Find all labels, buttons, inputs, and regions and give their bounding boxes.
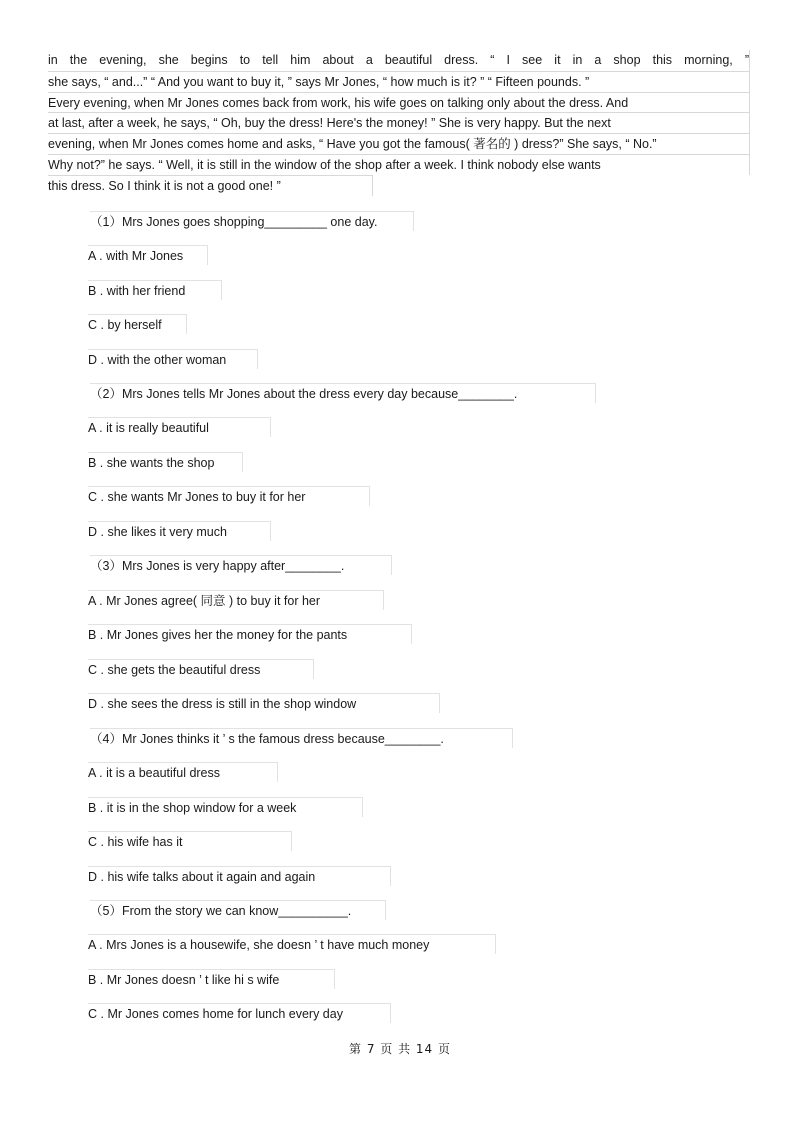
question-5-stem: （5）From the story we can know__________. <box>90 900 386 920</box>
passage-line: this dress. So I think it is not a good one! ” <box>48 175 373 196</box>
question-2-stem: （2）Mrs Jones tells Mr Jones about the dress every day because________. <box>90 383 596 403</box>
question-1-option-b[interactable]: B . with her friend <box>88 280 222 300</box>
question-1-stem: （1）Mrs Jones goes shopping_________ one day. <box>90 211 414 231</box>
question-5-option-a[interactable]: A . Mrs Jones is a housewife, she doesn ’ t have much money <box>88 934 496 954</box>
question-3-option-b[interactable]: B . Mr Jones gives her the money for the pants <box>88 624 412 644</box>
page-number-label: 第 7 页 共 14 页 <box>349 1042 451 1056</box>
question-2-option-b[interactable]: B . she wants the shop <box>88 452 243 472</box>
question-4-option-c[interactable]: C . his wife has it <box>88 831 292 851</box>
question-1-option-d[interactable]: D . with the other woman <box>88 349 258 369</box>
passage-line: she says, “ and...” “ And you want to buy it, ” says Mr Jones, “ how much is it? ” “ Fifteen pounds. ” <box>48 71 750 92</box>
question-4-stem: （4）Mr Jones thinks it ’ s the famous dress because________. <box>90 728 513 748</box>
question-4-option-b[interactable]: B . it is in the shop window for a week <box>88 797 363 817</box>
passage-line: evening, when Mr Jones comes home and asks, “ Have you got the famous( 著名的 ) dress?” She says, “ No.” <box>48 133 750 154</box>
question-5-option-c[interactable]: C . Mr Jones comes home for lunch every day <box>88 1003 391 1023</box>
passage-line: in the evening, she begins to tell him about a beautiful dress. “ I see it in a shop this morning, ” <box>48 50 750 71</box>
question-1-option-c[interactable]: C . by herself <box>88 314 187 334</box>
passage-line: at last, after a week, he says, “ Oh, buy the dress! Here's the money! ” She is very happy. But the next <box>48 112 750 133</box>
passage-line: Why not?” he says. “ Well, it is still in the window of the shop after a week. I think nobody else wants <box>48 154 750 175</box>
question-3-option-a[interactable]: A . Mr Jones agree( 同意 ) to buy it for her <box>88 590 384 610</box>
question-3-stem: （3）Mrs Jones is very happy after________. <box>90 555 392 575</box>
question-4-option-a[interactable]: A . it is a beautiful dress <box>88 762 278 782</box>
question-2-option-c[interactable]: C . she wants Mr Jones to buy it for her <box>88 486 370 506</box>
question-1-option-a[interactable]: A . with Mr Jones <box>88 245 208 265</box>
question-3-option-d[interactable]: D . she sees the dress is still in the shop window <box>88 693 440 713</box>
question-2-option-a[interactable]: A . it is really beautiful <box>88 417 271 437</box>
question-4-option-d[interactable]: D . his wife talks about it again and again <box>88 866 391 886</box>
question-2-option-d[interactable]: D . she likes it very much <box>88 521 271 541</box>
reading-passage <box>48 50 750 196</box>
question-5-option-b[interactable]: B . Mr Jones doesn ’ t like hi s wife <box>88 969 335 989</box>
page-footer <box>0 1040 800 1057</box>
passage-line: Every evening, when Mr Jones comes back from work, his wife goes on talking only about the dress. And <box>48 92 750 113</box>
question-3-option-c[interactable]: C . she gets the beautiful dress <box>88 659 314 679</box>
